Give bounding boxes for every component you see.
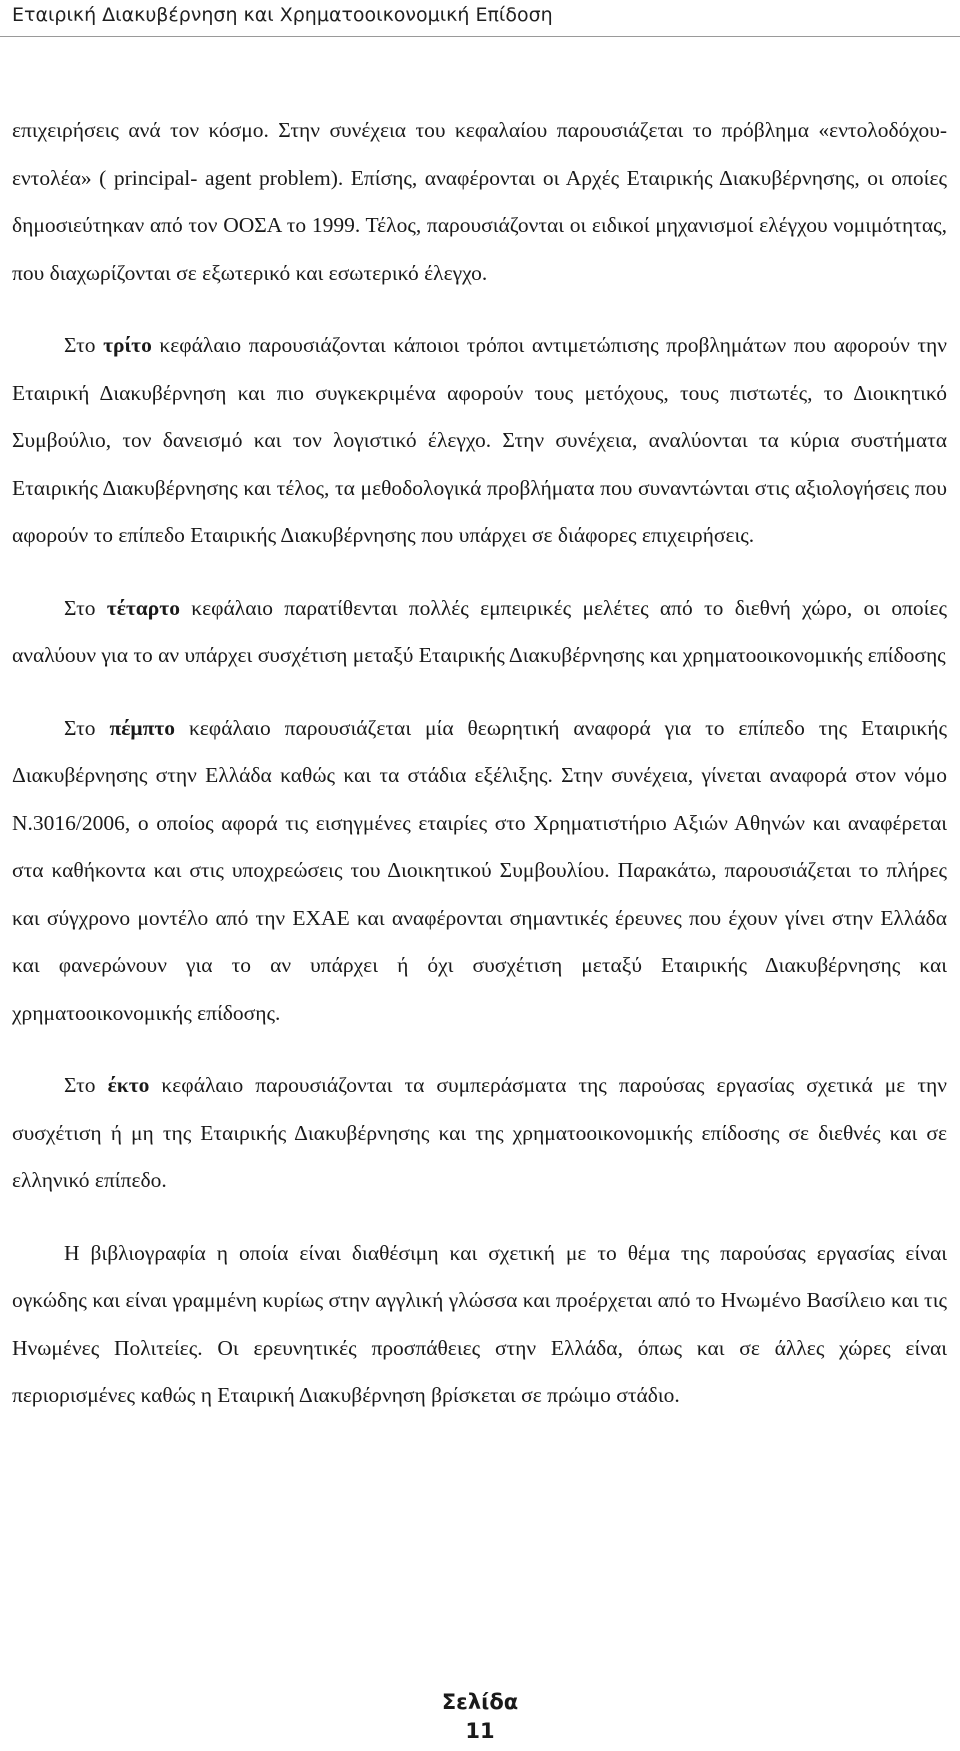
- page-label: Σελίδα: [441, 1690, 519, 1714]
- running-header: Εταιρική Διακυβέρνηση και Χρηματοοικονομική Επίδοση: [12, 4, 553, 26]
- document-body: [12, 107, 947, 1445]
- chapter-keyword: τρίτο: [103, 333, 152, 357]
- paragraph-chapter-three: [12, 322, 947, 560]
- paragraph-chapter-four: [12, 585, 947, 680]
- paragraph-chapter-six: [12, 1062, 947, 1205]
- paragraph-bibliography: Η βιβλιογραφία η οποία είναι διαθέσιμη και σχετική με το θέμα της παρούσας εργασίας είναι ογκώδης και είναι γραμμένη κυρίως στην αγγλική γλώσσα και προέρχεται από το Ηνωμένο Βασίλειο και τις Ηνωμένες Πολιτείες. Οι ερευνητικές προσπάθειες στην Ελλάδα, όπως και σε άλλες χώρες είναι περιορισμένες καθώς η Εταιρική Διακυβέρνηση βρίσκεται σε πρώιμο στάδιο.: [12, 1240, 947, 1407]
- header-divider: [0, 36, 960, 37]
- paragraph-chapter-five: [12, 705, 947, 1038]
- paragraph-text: κεφάλαιο παρουσιάζονται τα συμπεράσματα της παρούσας εργασίας σχετικά με την συσχέτιση ή μη της Εταιρικής Διακυβέρνησης και της χρηματοοικονομικής επίδοσης σε διεθνές και σε ελληνικό επίπεδο.: [12, 1073, 948, 1192]
- paragraph-text: Στο: [64, 595, 107, 620]
- page-number: 11: [465, 1719, 495, 1743]
- chapter-keyword: τέταρτο: [106, 595, 180, 620]
- paragraph-text: κεφάλαιο παρατίθενται πολλές εμπειρικές μελέτες από το διεθνή χώρο, οι οποίες αναλύουν για το αν υπάρχει συσχέτιση μεταξύ Εταιρικής Διακυβέρνησης και χρηματοοικονομικής επίδοσης: [12, 595, 948, 667]
- paragraph-text: Στο: [64, 715, 110, 740]
- paragraph-text: Στο: [64, 333, 104, 357]
- chapter-keyword: έκτο: [107, 1073, 150, 1097]
- paragraph-text: κεφάλαιο παρουσιάζονται κάποιοι τρόποι αντιμετώπισης προβλημάτων που αφορούν την Εταιρική Διακυβέρνηση και πιο συγκεκριμένα αφορούν τους μετόχους, τους πιστωτές, το Διοικητικό Συμβούλιο, τον δανεισμό και τον λογιστικό έλεγχο. Στην συνέχεια, αναλύονται τα κύρια συστήματα Εταιρικής Διακυβέρνησης και τέλος, τα μεθοδολογικά προβλήματα που συναντώνται στις αξιολογήσεις που αφορούν το επίπεδο Εταιρικής Διακυβέρνησης που υπάρχει σε διάφορες επιχειρήσεις.: [12, 333, 948, 547]
- paragraph-text: Στο: [64, 1073, 108, 1097]
- paragraph-text: κεφάλαιο παρουσιάζεται μία θεωρητική αναφορά για το επίπεδο της Εταιρικής Διακυβέρνησης στην Ελλάδα καθώς και τα στάδια εξέλιξης. Στην συνέχεια, γίνεται αναφορά στον νόμο Ν.3016/2006, ο οποίος αφορά τις εισηγμένες εταιρίες στο Χρηματιστήριο Αξιών Αθηνών και αναφέρεται στα καθήκοντα και στις υποχρεώσεις του Διοικητικού Συμβουλίου. Παρακάτω, παρουσιάζεται το πλήρες και σύγχρονο μοντέλο από την ΕΧΑΕ και αναφέρονται σημαντικές έρευνες που έχουν γίνει στην Ελλάδα και φανερώνουν για το αν υπάρχει ή όχι συσχέτιση μεταξύ Εταιρικής Διακυβέρνησης και χρηματοοικονομικής επίδοσης.: [12, 715, 948, 1025]
- paragraph-intro-continuation: επιχειρήσεις ανά τον κόσμο. Στην συνέχεια του κεφαλαίου παρουσιάζεται το πρόβλημα «εντολοδόχου- εντολέα» ( principal- agent problem). Επίσης, αναφέρονται οι Αρχές Εταιρικής Διακυβέρνησης, οι οποίες δημοσιεύτηκαν από τον ΟΟΣΑ το 1999. Τέλος, παρουσιάζονται οι ειδικοί μηχανισμοί ελέγχου νομιμότητας, που διαχωρίζονται σε εξωτερικό και εσωτερικό έλεγχο.: [12, 118, 947, 285]
- chapter-keyword: πέμπτο: [109, 715, 176, 740]
- page-footer: [0, 1688, 960, 1746]
